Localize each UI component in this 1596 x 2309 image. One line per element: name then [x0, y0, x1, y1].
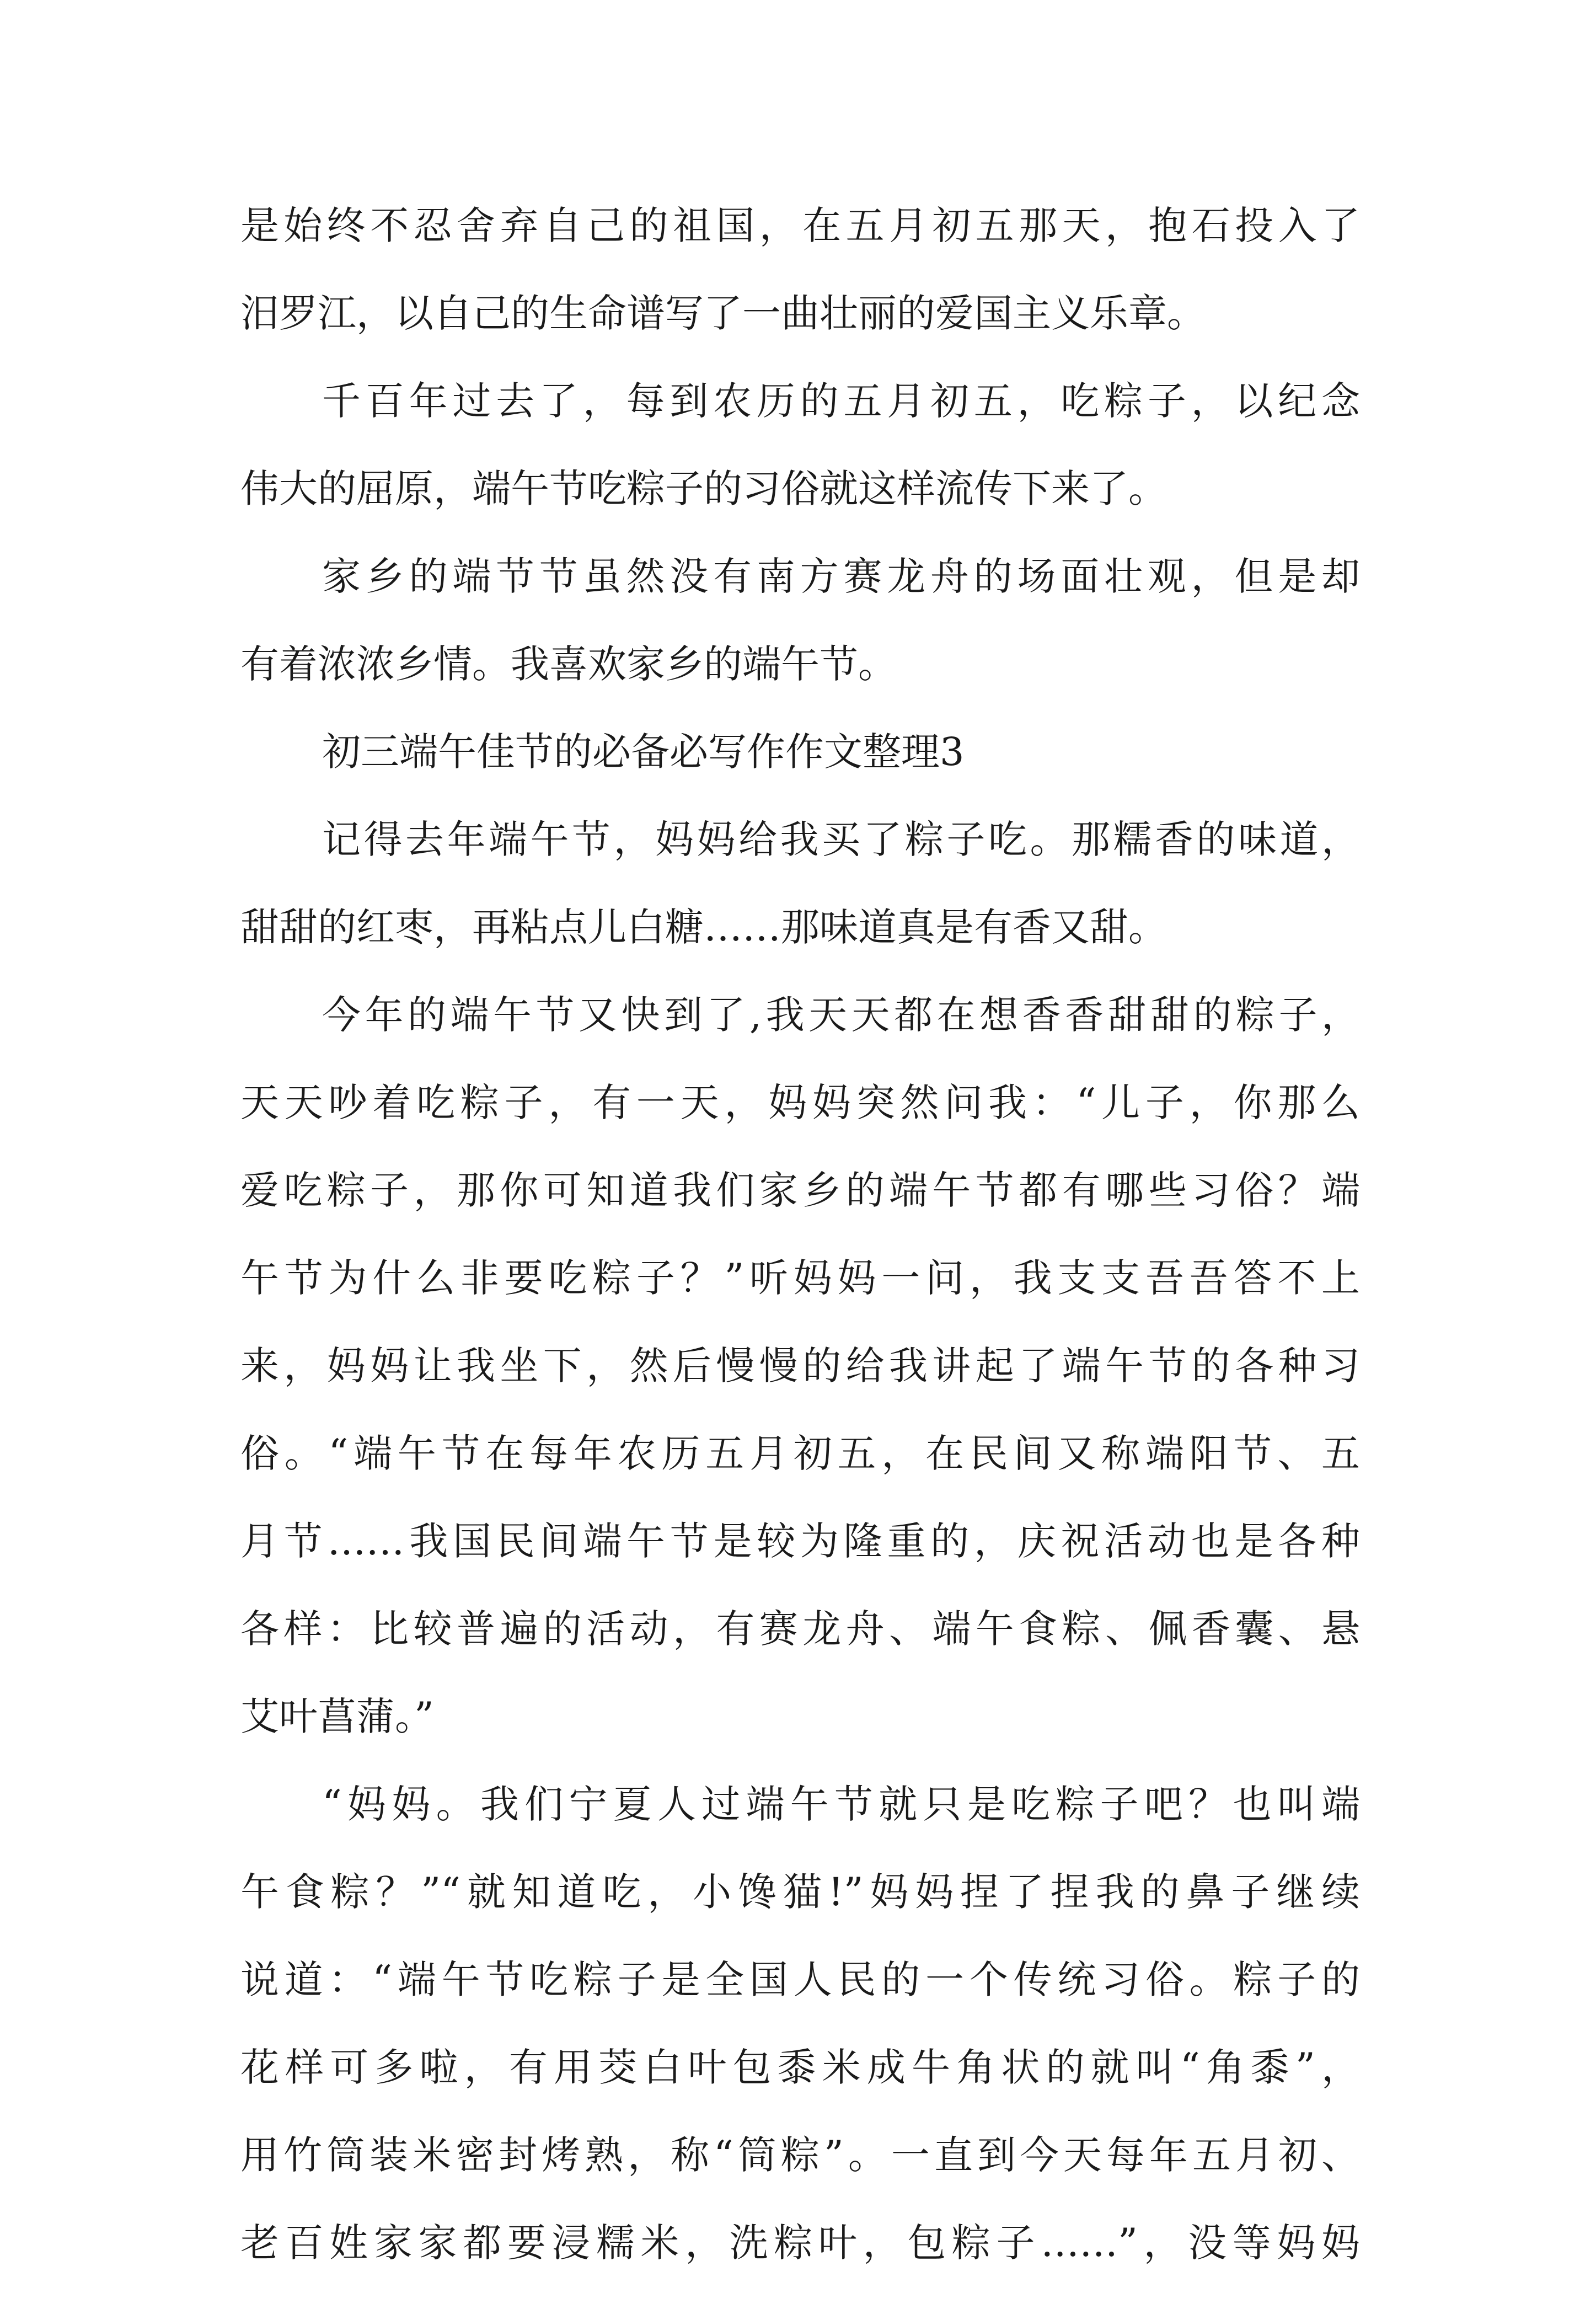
text-line: 天天吵着吃粽子，有一天，妈妈突然问我：“儿子，你那么	[240, 1080, 1360, 1125]
text-line: 艾叶菖蒲。”	[240, 1694, 434, 1739]
text-line: 用竹筒装米密封烤熟，称“筒粽”。一直到今天每年五月初、	[240, 2132, 1360, 2178]
paragraph-start-line: 记得去年端午节，妈妈给我买了粽子吃。那糯香的味道，	[322, 817, 1360, 862]
text-line: 花样可多啦，有用茭白叶包黍米成牛角状的就叫“角黍”，	[240, 2045, 1360, 2090]
text-line: 是始终不忍舍弃自己的祖国，在五月初五那天，抱石投入了	[240, 203, 1360, 248]
text-line: 老百姓家家都要浸糯米，洗粽叶，包粽子……”，没等妈妈	[240, 2220, 1360, 2265]
paragraph-start-line: 今年的端午节又快到了,我天天都在想香香甜甜的粽子，	[322, 992, 1360, 1038]
text-line: 来，妈妈让我坐下，然后慢慢的给我讲起了端午节的各种习	[240, 1343, 1360, 1388]
text-line: 汨罗江，以自己的生命谱写了一曲壮丽的爱国主义乐章。	[240, 291, 1206, 336]
paragraph-start-line: “妈妈。我们宁夏人过端午节就只是吃粽子吧？也叫端	[322, 1782, 1360, 1827]
section-heading: 初三端午佳节的必备必写作作文整理3	[322, 729, 965, 774]
essay-body	[240, 204, 1360, 2309]
text-line: 俗。“端午节在每年农历五月初五，在民间又称端阳节、五	[240, 1431, 1360, 1476]
text-line: 各样：比较普遍的活动，有赛龙舟、端午食粽、佩香囊、悬	[240, 1606, 1360, 1651]
text-line: 爱吃粽子，那你可知道我们家乡的端午节都有哪些习俗？端	[240, 1168, 1360, 1213]
text-line: 说道：“端午节吃粽子是全国人民的一个传统习俗。粽子的	[240, 1957, 1360, 2002]
paragraph-start-line: 家乡的端节节虽然没有南方赛龙舟的场面壮观，但是却	[322, 554, 1360, 599]
text-line: 有着浓浓乡情。我喜欢家乡的端午节。	[240, 642, 897, 687]
text-line: 伟大的屈原，端午节吃粽子的习俗就这样流传下来了。	[240, 466, 1167, 511]
text-line: 午节为什么非要吃粽子？”听妈妈一问，我支支吾吾答不上	[240, 1255, 1360, 1301]
paragraph-start-line: 千百年过去了，每到农历的五月初五，吃粽子，以纪念	[322, 378, 1360, 424]
text-line: 午食粽？”“就知道吃，小馋猫!”妈妈捏了捏我的鼻子继续	[240, 1869, 1360, 1915]
text-line: 月节……我国民间端午节是较为隆重的，庆祝活动也是各种	[240, 1519, 1360, 1564]
text-line: 甜甜的红枣，再粘点儿白糖……那味道真是有香又甜。	[240, 905, 1167, 950]
